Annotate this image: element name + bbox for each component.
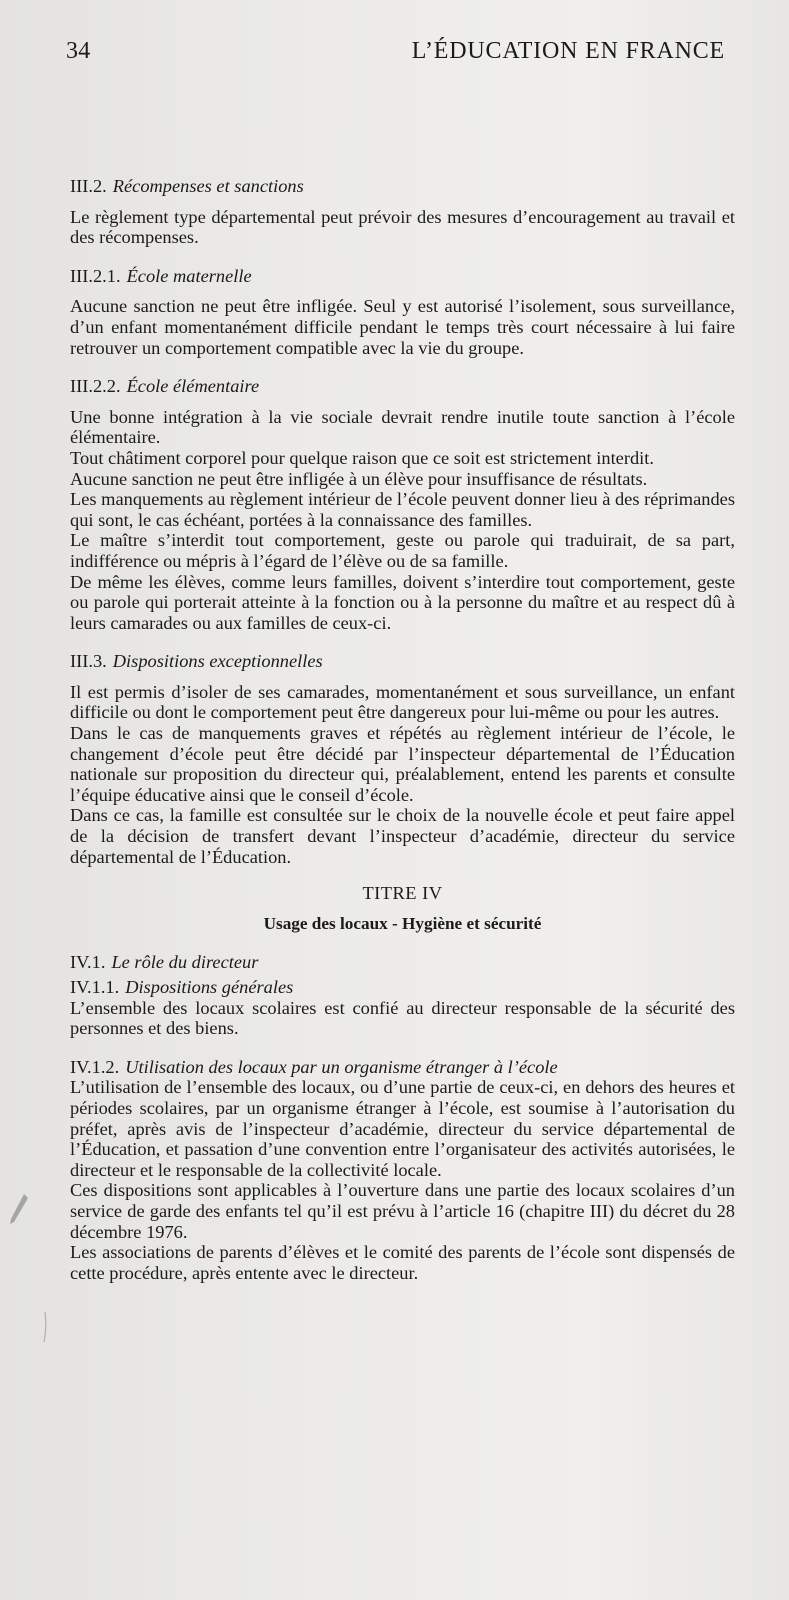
- section-number: III.2.: [70, 176, 107, 196]
- section-heading-iv-1-1: [70, 977, 735, 998]
- paragraph: Dans le cas de manquements graves et répétés au règlement intérieur de l’école, le changement d’école peut être décidé par l’inspecteur départemental de l’Éducation nationale sur proposition du directeur qui, préalablement, entend les parents et consulte l’équipe éducative ainsi que le conseil d’école.: [70, 723, 735, 805]
- chapter-subtitle: Usage des locaux - Hygiène et sécurité: [263, 913, 542, 933]
- section-number: III.2.1.: [70, 265, 121, 286]
- section-title: Dispositions générales: [125, 977, 294, 997]
- paragraph: Tout châtiment corporel pour quelque raison que ce soit est strictement interdit.: [70, 447, 654, 468]
- section-title: Récompenses et sanctions: [112, 176, 304, 196]
- section-number: III.2.2.: [70, 376, 121, 397]
- section-heading-iii-2: [70, 176, 735, 197]
- section-heading-iii-3: [70, 651, 735, 672]
- paragraph: Ces dispositions sont applicables à l’ouverture dans une partie des locaux scolaires d’un service de garde des enfants tel qu’il est prévu à l’article 16 (chapitre III) du décret du 28 décembre 1976.: [70, 1180, 735, 1242]
- paragraph: L’utilisation de l’ensemble des locaux, ou d’une partie de ceux-ci, en dehors des heures et périodes scolaires, par un organisme étranger à l’école, est soumise à l’autorisation du préfet, après avis de l’inspecteur d’académie, directeur du service départemental de l’Éducation, et passation d’une convention entre l’organisateur des activités autorisées, le directeur et le responsable de la collectivité locale.: [70, 1077, 735, 1180]
- paragraph: L’ensemble des locaux scolaires est confié au directeur responsable de la sécurité des personnes et des biens.: [70, 997, 735, 1039]
- section-title: Dispositions exceptionnelles: [112, 651, 323, 672]
- chapter-title: TITRE IV: [362, 883, 443, 904]
- section-number: IV.1.: [70, 952, 106, 973]
- section-number: III.3.: [70, 651, 107, 672]
- pencil-mark-icon: [8, 1192, 30, 1226]
- page-body: [70, 176, 735, 1283]
- section-number: IV.1.1.: [70, 977, 120, 997]
- section-title: École maternelle: [126, 265, 252, 286]
- paragraph: Le règlement type départemental peut prévoir des mesures d’encouragement au travail et des récompenses.: [70, 206, 735, 248]
- paragraph: Aucune sanction ne peut être infligée. Seul y est autorisé l’isolement, sous surveillance, d’un enfant momentanément difficile pendant le temps très court nécessaire à lui faire retrouver un comportement compatible avec la vie du groupe.: [70, 296, 735, 358]
- section-heading-iv-1: [70, 952, 735, 973]
- section-heading-iv-1-2: [70, 1057, 735, 1078]
- section-heading-iii-2-2: [70, 376, 735, 397]
- page-number: 34: [66, 38, 91, 64]
- section-heading-iii-2-1: [70, 266, 735, 287]
- paragraph: Les manquements au règlement intérieur de l’école peuvent donner lieu à des réprimandes qui sont, le cas échéant, portées à la connaissance des familles.: [70, 489, 735, 530]
- paragraph: Le maître s’interdit tout comportement, geste ou parole qui traduirait, de sa part, indifférence ou mépris à l’égard de l’élève ou de sa famille.: [70, 530, 735, 571]
- section-title: Utilisation des locaux par un organisme étranger à l’école: [125, 1056, 558, 1077]
- paragraph: De même les élèves, comme leurs familles, doivent s’interdire tout comportement, geste ou parole qui porterait atteinte à la fonction ou à la personne du maître et au respect dû à leurs camarades ou aux familles de ceux-ci.: [70, 571, 735, 633]
- paragraph: Aucune sanction ne peut être infligée à un élève pour insuffisance de résultats.: [70, 468, 648, 489]
- running-title: L’ÉDUCATION EN FRANCE: [411, 38, 725, 64]
- paragraph: Il est permis d’isoler de ses camarades, momentanément et sous surveillance, un enfant difficile ou dont le comportement peut être dangereux pour lui-même ou pour les autres.: [70, 681, 735, 723]
- section-number: IV.1.2.: [70, 1056, 120, 1077]
- section-title: Le rôle du directeur: [111, 952, 259, 973]
- section-title: École élémentaire: [126, 376, 260, 397]
- paragraph: Les associations de parents d’élèves et le comité des parents de l’école sont dispensés de cette procédure, après entente avec le directeur.: [70, 1242, 735, 1283]
- paragraph: Une bonne intégration à la vie sociale devrait rendre inutile toute sanction à l’école élémentaire.: [70, 406, 735, 448]
- paragraph: Dans ce cas, la famille est consultée sur le choix de la nouvelle école et peut faire appel de la décision de transfert devant l’inspecteur d’académie, directeur du service départemental de l’Éducation.: [70, 805, 735, 867]
- margin-mark-icon: [42, 1312, 48, 1342]
- page-header: [66, 38, 725, 72]
